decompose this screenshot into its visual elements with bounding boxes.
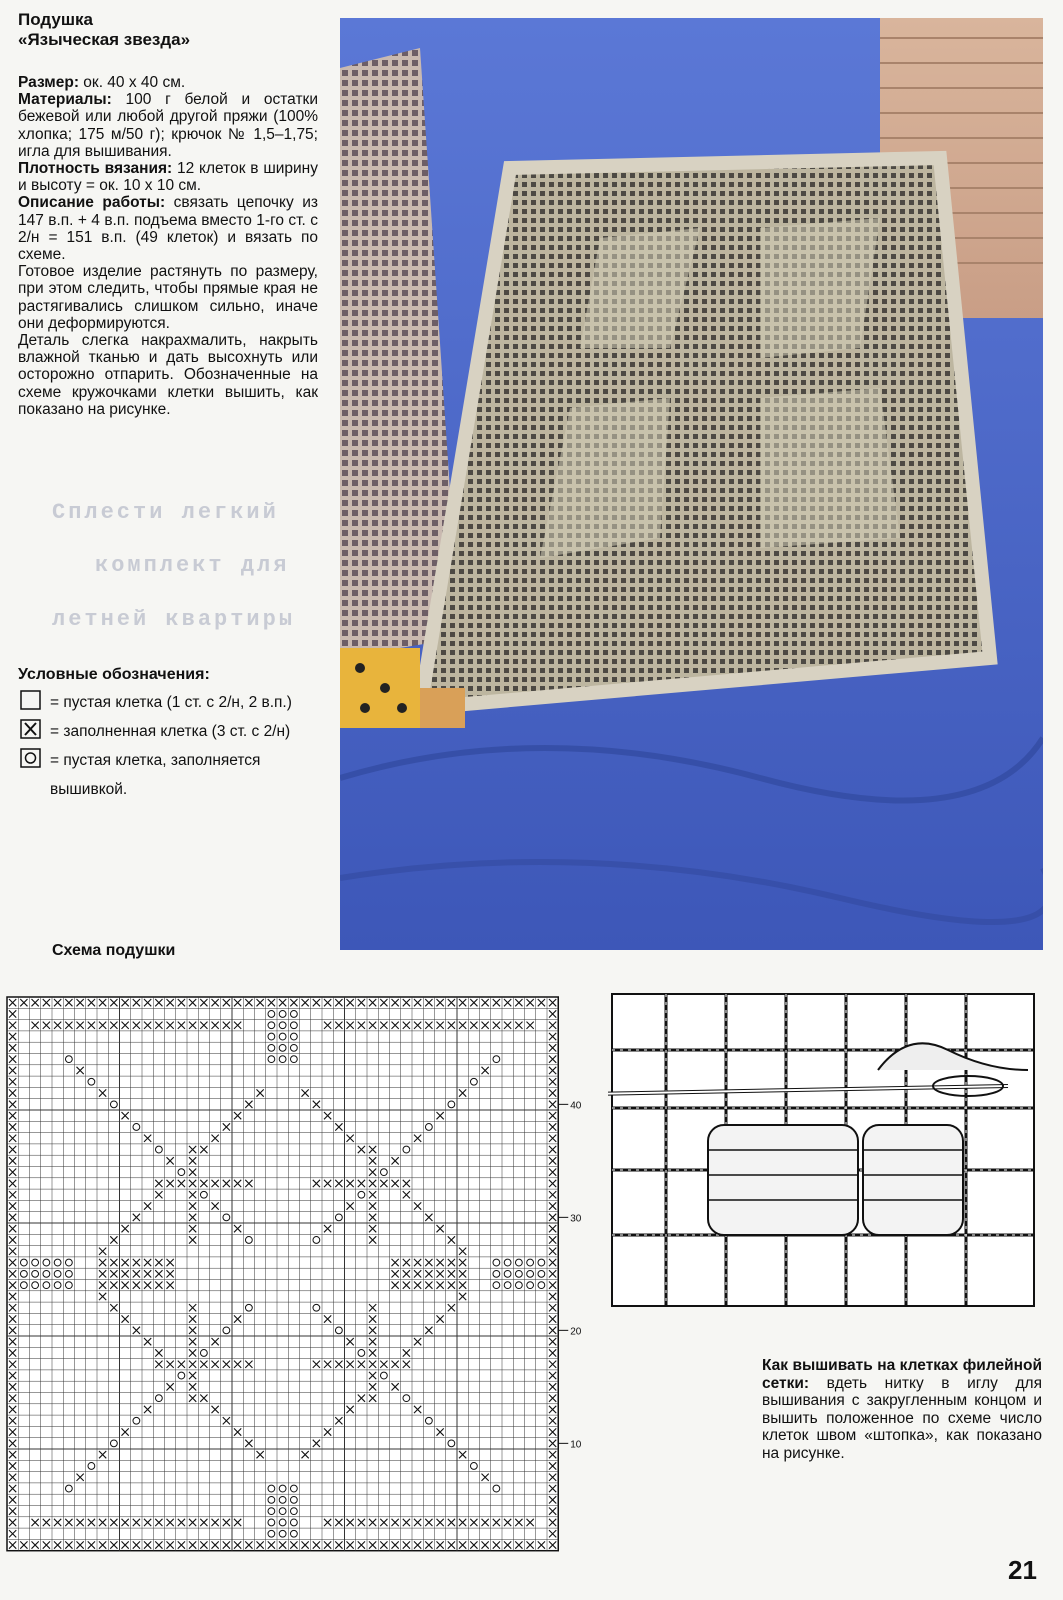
density-label: Плотность вязания: xyxy=(18,160,173,178)
page-title xyxy=(18,10,190,50)
scheme-title: Схема подушки xyxy=(52,942,176,959)
title-line-2: «Языческая звезда» xyxy=(18,30,191,49)
show-through-text-2: комплект для xyxy=(95,553,290,578)
crossed-square-icon xyxy=(20,719,42,739)
filet-chart-grid xyxy=(6,996,592,1560)
materials-text: 100 г белой и остатки бежевой или любой другой пряжи (100% хлопка; 175 м/50 г); крючок № 1,5–1,75; игла для вышивания. xyxy=(18,91,318,160)
legend-title: Условные обозначения: xyxy=(18,666,210,683)
darning-stitch-illustration xyxy=(608,990,1048,1312)
filet-chart xyxy=(6,996,582,1560)
row-label: 40 xyxy=(570,1100,582,1112)
legend-item-embroidered xyxy=(18,746,328,804)
darned-block-left xyxy=(708,1125,858,1235)
darned-block-right xyxy=(863,1125,963,1235)
legend-text-embroidered: = пустая клетка, заполняется вышивкой. xyxy=(50,752,261,798)
density-text: 12 клеток в ширину и высоту = ок. 10 х 10 см. xyxy=(18,160,318,195)
description-label: Описание работы: xyxy=(18,194,166,212)
row-label: 10 xyxy=(570,1439,582,1451)
pillow-photo xyxy=(340,18,1043,950)
row-label: 30 xyxy=(570,1213,582,1225)
materials-paragraph xyxy=(18,91,318,160)
embroidery-instructions xyxy=(762,1357,1042,1462)
description-paragraph xyxy=(18,194,318,263)
materials-label: Материалы: xyxy=(18,91,112,109)
starching-paragraph: Деталь слегка накрахмалить, накрыть влажной тканью и дать высохнуть или осторожно отпарить. Обозначенные на схеме кружочками клетки вышить, как показано на рисунке. xyxy=(18,332,318,418)
main-pillow xyxy=(420,158,990,708)
legend-text-filled: = заполненная клетка (3 ст. с 2/н) xyxy=(50,723,291,740)
density-paragraph xyxy=(18,160,318,194)
legend xyxy=(18,688,328,804)
size-label: Размер: xyxy=(18,74,79,91)
row-label: 20 xyxy=(570,1326,582,1338)
legend-text-empty: = пустая клетка (1 ст. с 2/н, 2 в.п.) xyxy=(50,694,292,711)
finishing-paragraph: Готовое изделие растянуть по размеру, при этом следить, чтобы прямые края не растягивались слишком сильно, иначе они деформируются. xyxy=(18,263,318,332)
instructions-text: вдеть нитку в иглу для вышивания с закругленным концом и вышить положенное по схеме число клеток швом «штопка», как показано на рисунке. xyxy=(762,1374,1042,1462)
empty-square-icon xyxy=(20,690,42,710)
show-through-text-1: Сплести легкий xyxy=(52,500,279,525)
legend-item-filled xyxy=(18,717,328,746)
size-text: ок. 40 х 40 см. xyxy=(78,74,186,91)
show-through-text-3: летней квартиры xyxy=(52,607,296,632)
page-number: 21 xyxy=(1008,1555,1037,1585)
instructions-label: Как вышивать на клетках филейной сетки: xyxy=(762,1357,1042,1392)
title-line-1: Подушка xyxy=(18,10,93,29)
circle-square-icon xyxy=(20,748,42,768)
description-text: связать цепочку из 147 в.п. + 4 в.п. подъема вместо 1-го ст. с 2/н = 151 в.п. (49 клеток) и вязать по схеме. xyxy=(18,194,318,264)
legend-item-empty xyxy=(18,688,328,717)
size-paragraph xyxy=(18,74,318,91)
pattern-spec xyxy=(18,74,318,418)
